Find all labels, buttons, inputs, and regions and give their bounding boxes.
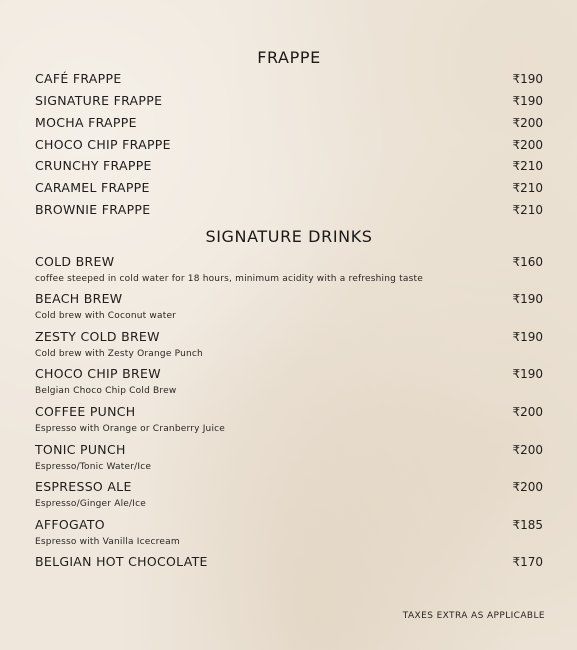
menu-item-price: ₹160: [512, 255, 543, 269]
menu-item-description: Espresso/Tonic Water/Ice: [35, 462, 152, 472]
menu-item: [35, 442, 543, 472]
menu-item-name: CARAMEL FRAPPE: [35, 180, 150, 195]
menu-item-price: ₹200: [512, 443, 543, 457]
menu-item-name: CHOCO CHIP BREW: [35, 366, 161, 381]
menu-item-price: ₹190: [512, 94, 543, 108]
menu-item-price: ₹200: [512, 480, 543, 494]
menu-item: [35, 115, 543, 131]
menu-item: [35, 180, 543, 196]
menu-item-description: Belgian Choco Chip Cold Brew: [35, 386, 177, 396]
menu-item-name: COFFEE PUNCH: [35, 404, 136, 419]
menu-item: [35, 366, 543, 396]
menu-item-price: ₹210: [512, 181, 543, 195]
menu-item: [35, 291, 543, 321]
menu-item-name: SIGNATURE FRAPPE: [35, 93, 163, 108]
menu-item: [35, 137, 543, 153]
menu-item-price: ₹190: [512, 72, 543, 86]
menu-item-price: ₹200: [512, 116, 543, 130]
menu-item-name: MOCHA FRAPPE: [35, 115, 137, 130]
menu-item-price: ₹170: [512, 555, 543, 569]
menu-item-name: AFFOGATO: [35, 517, 105, 532]
menu-item: [35, 329, 543, 359]
menu-item-price: ₹210: [512, 203, 543, 217]
menu-item-name: CRUNCHY FRAPPE: [35, 158, 152, 173]
menu-item-price: ₹190: [512, 330, 543, 344]
menu-item-name: TONIC PUNCH: [35, 442, 126, 457]
menu-item-name: CHOCO CHIP FRAPPE: [35, 137, 171, 152]
menu-item-name: CAFÉ FRAPPE: [35, 71, 122, 86]
menu-item-price: ₹200: [512, 405, 543, 419]
section-title-frappe: FRAPPE: [257, 48, 321, 67]
menu-item-name: BELGIAN HOT CHOCOLATE: [35, 554, 208, 569]
menu-item-description: Cold brew with Zesty Orange Punch: [35, 349, 203, 359]
section-title-signature-drinks: SIGNATURE DRINKS: [205, 227, 373, 246]
menu-item-description: Cold brew with Coconut water: [35, 311, 177, 321]
menu-item-description: Espresso/Ginger Ale/Ice: [35, 499, 147, 509]
menu-item: [35, 404, 543, 434]
menu-item-price: ₹200: [512, 138, 543, 152]
menu-item: [35, 93, 543, 109]
menu-item-description: coffee steeped in cold water for 18 hours, minimum acidity with a refreshing taste: [35, 274, 423, 284]
menu-item-name: ZESTY COLD BREW: [35, 329, 160, 344]
menu-item-price: ₹210: [512, 159, 543, 173]
menu-item: [35, 71, 543, 87]
menu-item-name: COLD BREW: [35, 254, 115, 269]
menu-item-price: ₹190: [512, 367, 543, 381]
menu-item-description: Espresso with Orange or Cranberry Juice: [35, 424, 226, 434]
menu-item: [35, 158, 543, 174]
taxes-note: TAXES EXTRA AS APPLICABLE: [402, 611, 545, 621]
menu-item-price: ₹185: [512, 518, 543, 532]
menu-item-name: ESPRESSO ALE: [35, 479, 132, 494]
menu-item: [35, 202, 543, 218]
menu-item-name: BEACH BREW: [35, 291, 123, 306]
menu-item: [35, 254, 543, 284]
menu-item-price: ₹190: [512, 292, 543, 306]
menu-item-description: Espresso with Vanilla Icecream: [35, 537, 180, 547]
menu-item: [35, 479, 543, 509]
menu-item: [35, 554, 543, 570]
menu-item: [35, 517, 543, 547]
menu-item-name: BROWNIE FRAPPE: [35, 202, 151, 217]
